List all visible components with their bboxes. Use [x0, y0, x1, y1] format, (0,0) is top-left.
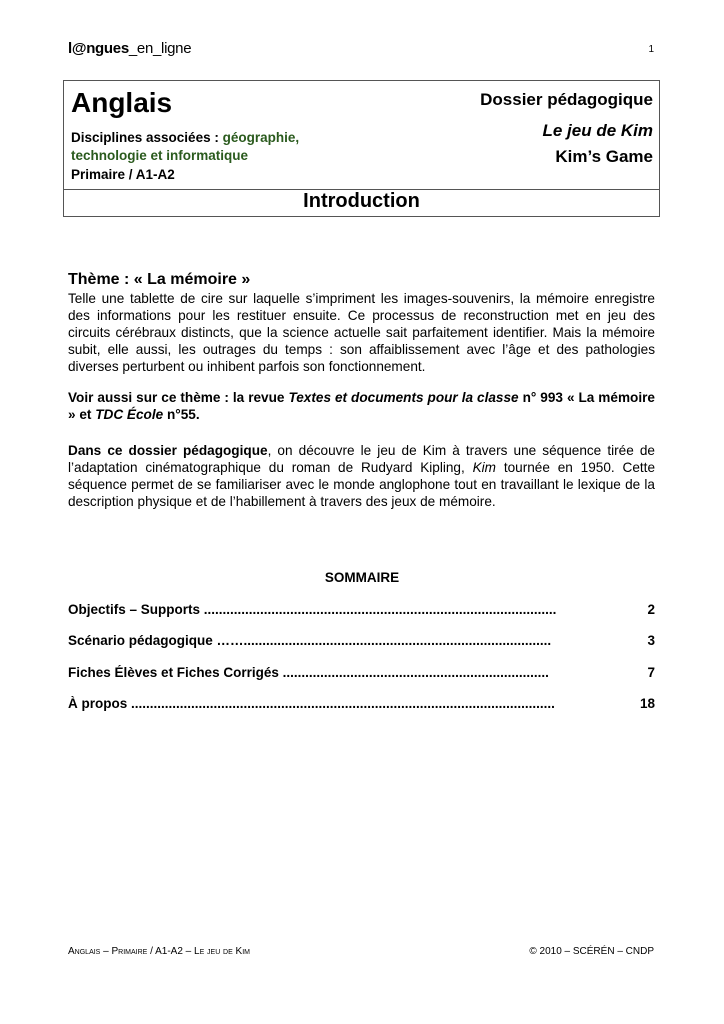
subject-title: Anglais [71, 87, 173, 118]
disciplines [71, 129, 341, 165]
footer-subject: Anglais [68, 946, 101, 957]
see-also-part3: n°55. [163, 407, 200, 422]
toc-item-label: Scénario pédagogique …….................................................................................. [68, 633, 552, 648]
toc-item[interactable] [68, 696, 655, 714]
disciplines-value-2: technologie et informatique [71, 148, 249, 163]
theme-paragraph: Telle une tablette de cire sur laquelle s’impriment les images-souvenirs, la mémoire enregistre des informations pour les restituer ensuite. Ce processus de reconstruction met en jeu des circuits cérébraux distincts, que la science actuelle sait parfaitement identifier. Mais la mémoire subit, elle aussi, les outrages du temps : son affaiblissement avec l’âge et des pathologies diverses perturbent ou inhibent parfois son fonctionnement. [68, 291, 655, 374]
toc-item[interactable] [68, 665, 655, 683]
footer-level: Primaire [111, 946, 148, 957]
see-also-part2: n° 993 « La mémoire » et [68, 390, 655, 422]
page-number: 1 [648, 44, 654, 55]
toc-item-label: Fiches Élèves et Fiches Corrigés ....................................................................... [68, 665, 549, 680]
dossier-part1: , on découvre le jeu de Kim à travers une séquence tirée de l’adaptation cinématographique du roman de Rudyard Kipling, [68, 443, 655, 475]
sommaire-title: SOMMAIRE [324, 570, 400, 585]
header-box [63, 80, 660, 217]
footer-sep2: / A1-A2 – [147, 946, 195, 957]
see-also-italic1: Textes et documents pour la classe [288, 390, 519, 405]
toc-item-label: Objectifs – Supports .............................................................................................. [68, 602, 557, 617]
title-french: Le jeu de Kim [542, 121, 653, 140]
section-title: Introduction [303, 190, 420, 212]
footer-title: Le jeu de Kim [194, 946, 250, 957]
toc-item[interactable] [68, 602, 655, 620]
toc-item-page: 3 [647, 633, 655, 648]
level: Primaire / A1-A2 [71, 167, 175, 182]
dossier-label: Dossier pédagogique [480, 90, 653, 109]
see-also-paragraph [68, 389, 655, 423]
dossier-bold: Dans ce dossier pédagogique [68, 443, 268, 458]
logo [68, 40, 191, 57]
toc-item-page: 2 [647, 602, 655, 617]
title-english: Kim’s Game [555, 147, 653, 166]
logo-rest: _en_ligne [128, 40, 192, 57]
dossier-paragraph [68, 442, 655, 510]
disciplines-value-1: géographie, [222, 130, 300, 145]
theme-title: Thème : « La mémoire » [68, 271, 251, 288]
toc-item-label: À propos ................................................................................................................. [68, 696, 555, 711]
see-also-italic2: TDC École [95, 407, 164, 422]
dossier-part2: tournée en 1950. Cette séquence permet de se familiariser avec le monde anglophone tout en travaillant le lexique de la description physique et de l’habillement à travers des jeux de mémoire. [68, 460, 655, 509]
toc-item[interactable] [68, 633, 655, 651]
dossier-italic: Kim [472, 460, 497, 475]
see-also-part1: Voir aussi sur ce thème : la revue [68, 390, 289, 405]
logo-brand: l@ngues [68, 40, 129, 57]
disciplines-label: Disciplines associées : [71, 130, 223, 145]
footer-left [68, 946, 250, 957]
toc-item-page: 7 [647, 665, 655, 680]
footer-copyright: © 2010 – SCÉRÉN – CNDP [529, 946, 654, 957]
footer-sep1: – [100, 946, 112, 957]
toc-item-page: 18 [639, 696, 655, 711]
